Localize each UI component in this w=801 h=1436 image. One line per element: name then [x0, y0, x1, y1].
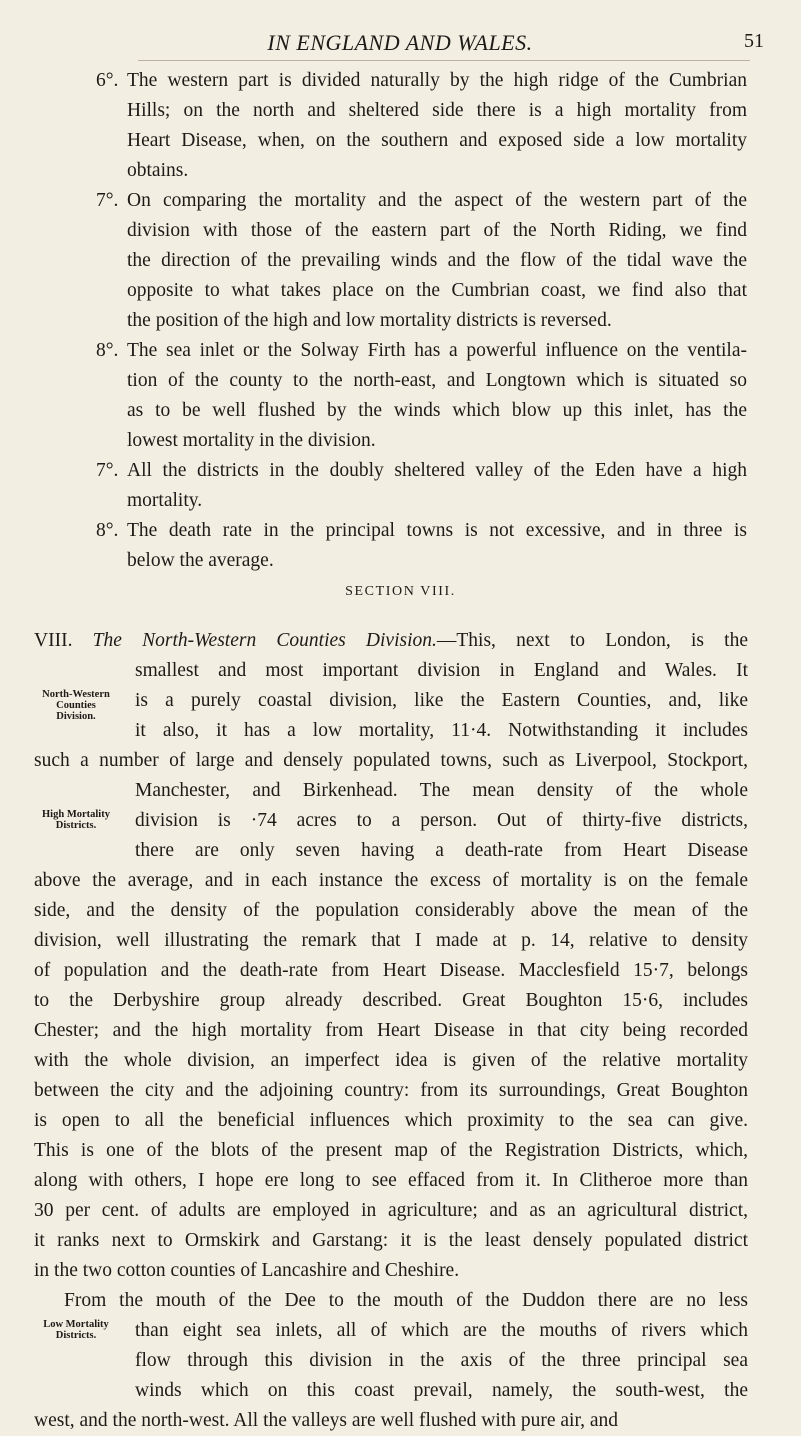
text-line: opposite to what takes place on the Cumbrian coast, we find also that: [127, 280, 747, 301]
text-line: west, and the north-west. All the valleys are well flushed with pure air, and: [34, 1410, 619, 1431]
page-number: 51: [744, 30, 764, 52]
sidenote-low-mortality: [28, 1319, 124, 1341]
text-line: such a number of large and densely populated towns, such as Liverpool, Stockport,: [34, 750, 748, 771]
text-line: between the city and the adjoining country: from its surroundings, Great Boughton: [34, 1080, 748, 1101]
text-line: Chester; and the high mortality from Heart Disease in that city being recorded: [34, 1020, 748, 1041]
text-line: with the whole division, an imperfect idea is given of the relative mortality: [34, 1050, 748, 1071]
sidenote-line: Districts.: [55, 820, 97, 831]
text-line: On comparing the mortality and the aspect of the western part of the: [127, 190, 747, 211]
paragraph: [34, 1286, 748, 1436]
sidenote-high-mortality: [28, 809, 124, 831]
sidenote-line: High Mortality: [42, 809, 110, 820]
text-line: in the two cotton counties of Lancashire and Cheshire.: [34, 1260, 460, 1281]
text-line: From the mouth of the Dee to the mouth of the Duddon there are no less: [64, 1290, 748, 1311]
list-item: [96, 336, 747, 456]
sidenote-line: Division.: [56, 711, 96, 722]
text-line: side, and the density of the population considerably above the mean of the: [34, 900, 748, 921]
text-line: it ranks next to Ormskirk and Garstang: it is the least densely populated district: [34, 1230, 748, 1251]
text-line: All the districts in the doubly sheltered valley of the Eden have a high: [127, 460, 747, 481]
section-intro: [34, 626, 748, 656]
paragraph: [34, 656, 748, 1286]
numbered-list: [96, 66, 747, 576]
list-item-marker: 8°.: [96, 340, 119, 361]
list-item-marker: 6°.: [96, 70, 119, 91]
text-line: mortality.: [127, 490, 203, 511]
text-line: Hills; on the north and sheltered side there is a high mortality from: [127, 100, 747, 121]
text-line: flow through this division in the axis of the three principal sea: [135, 1350, 748, 1371]
text-line: division is ·74 acres to a person. Out of thirty-five districts,: [135, 810, 748, 831]
text-line: of population and the death-rate from Heart Disease. Macclesfield 15·7, belongs: [34, 960, 748, 981]
text-line: Manchester, and Birkenhead. The mean density of the whole: [135, 780, 748, 801]
text-line: the direction of the prevailing winds and the flow of the tidal wave the: [127, 250, 747, 271]
text-line: division with those of the eastern part of the North Riding, we find: [127, 220, 747, 241]
sidenote-line: Districts.: [55, 1330, 97, 1341]
text-line: obtains.: [127, 160, 189, 181]
list-item-marker: 7°.: [96, 460, 119, 481]
text-line: winds which on this coast prevail, namely, the south-west, the: [135, 1380, 748, 1401]
text-line: to the Derbyshire group already described. Great Boughton 15·6, includes: [34, 990, 748, 1011]
text-line: Heart Disease, when, on the southern and exposed side a low mortality: [127, 130, 747, 151]
text-line: the position of the high and low mortality districts is reversed.: [127, 310, 612, 331]
text-line: than eight sea inlets, all of which are the mouths of rivers which: [135, 1320, 748, 1341]
text-line: along with others, I hope ere long to see effaced from it. In Clitheroe more than: [34, 1170, 748, 1191]
text-line: The sea inlet or the Solway Firth has a powerful influence on the ventila-: [127, 340, 747, 361]
list-item: [96, 186, 747, 336]
sidenote-line: North-Western Counties: [42, 689, 110, 711]
text-line: smallest and most important division in England and Wales. It: [135, 660, 748, 681]
section-intro-line: [34, 626, 748, 656]
text-line: is a purely coastal division, like the Eastern Counties, and, like: [135, 690, 748, 711]
list-item: [96, 516, 747, 576]
text-line: The western part is divided naturally by the high ridge of the Cumbrian: [127, 70, 747, 91]
section-number: VIII.: [34, 630, 73, 651]
text-line: The death rate in the principal towns is not excessive, and in three is: [127, 520, 747, 541]
sidenote-north-western: [28, 689, 124, 722]
text-line: above the average, and in each instance the excess of mortality is on the female: [34, 870, 748, 891]
header-rule: [138, 60, 750, 61]
list-item-marker: 8°.: [96, 520, 119, 541]
text-line: tion of the county to the north-east, and Longtown which is situated so: [127, 370, 747, 391]
text-line: below the average.: [127, 550, 274, 571]
list-item-marker: 7°.: [96, 190, 119, 211]
running-head: [0, 30, 801, 54]
list-item: [96, 456, 747, 516]
text-line: 30 per cent. of adults are employed in agriculture; and as an agricultural district,: [34, 1200, 748, 1221]
text-line: as to be well flushed by the winds which blow up this inlet, has the: [127, 400, 747, 421]
list-item: [96, 66, 747, 186]
text-line: is open to all the beneficial influences which proximity to the sea can give.: [34, 1110, 748, 1131]
text-line: it also, it has a low mortality, 11·4. Notwithstanding it includes: [135, 720, 748, 741]
sidenote-line: Low Mortality: [43, 1319, 109, 1330]
section-intro-text: —This, next to London, is the: [436, 630, 749, 651]
text-line: This is one of the blots of the present map of the Registration Districts, which,: [34, 1140, 748, 1161]
text-line: there are only seven having a death-rate from Heart Disease: [135, 840, 748, 861]
text-line: division, well illustrating the remark that I made at p. 14, relative to density: [34, 930, 748, 951]
section-title: The North-Western Counties Division.: [92, 630, 437, 651]
running-title: IN ENGLAND AND WALES.: [267, 30, 533, 55]
text-line: lowest mortality in the division.: [127, 430, 376, 451]
section-heading: SECTION VIII.: [345, 584, 456, 599]
